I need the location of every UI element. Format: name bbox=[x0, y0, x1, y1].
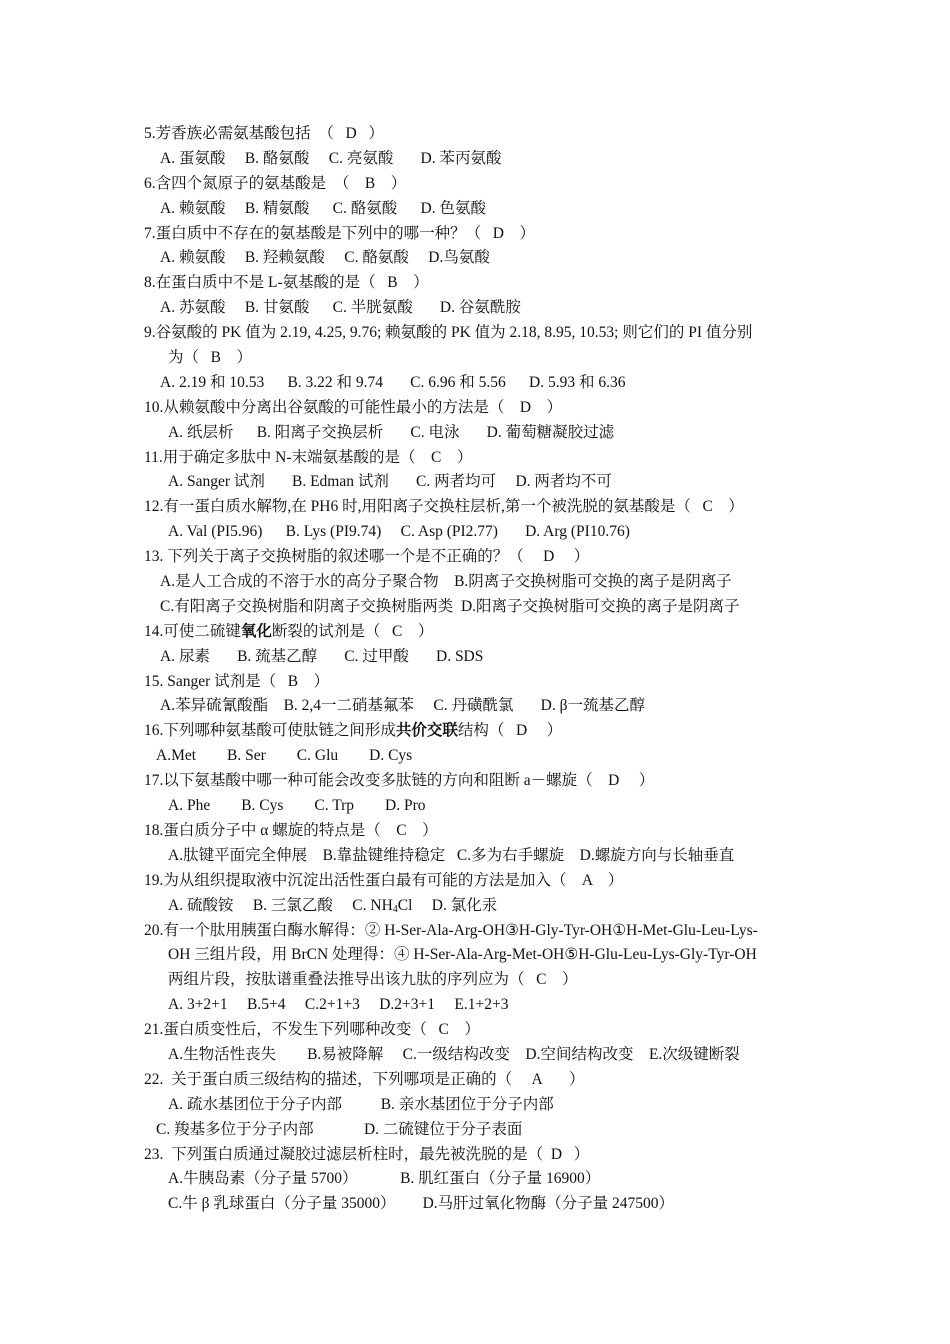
question-14-text-b: 断裂的试剂是（ C ） bbox=[271, 622, 434, 640]
question-12-options: A. Val (PI5.96) B. Lys (PI9.74) C. Asp (PI2.77) D. Arg (PI10.76) bbox=[168, 523, 630, 541]
question-21: 21.蛋白质变性后，不发生下列哪种改变（ C ） bbox=[144, 1021, 480, 1039]
question-9: 9.谷氨酸的 PK 值为 2.19, 4.25, 9.76; 赖氨酸的 PK 值为 2.18, 8.95, 10.53; 则它们的 PI 值分别 bbox=[144, 324, 753, 342]
question-23: 23. 下列蛋白质通过凝胶过滤层析柱时，最先被洗脱的是（ D ） bbox=[144, 1145, 590, 1163]
question-10-options: A. 纸层析 B. 阳离子交换层析 C. 电泳 D. 葡萄糖凝胶过滤 bbox=[168, 423, 615, 441]
question-13: 13. 下列关于离子交换树脂的叙述哪一个是不正确的？（ D ） bbox=[144, 548, 590, 566]
question-7: 7.蛋白质中不存在的氨基酸是下列中的哪一种？（ D ） bbox=[144, 224, 535, 242]
question-18-options: A.肽键平面完全伸展 B.靠盐键维持稳定 C.多为右手螺旋 D.螺旋方向与长轴垂直 bbox=[168, 846, 735, 864]
question-20: 20.有一个肽用胰蛋白酶水解得：② H-Ser-Ala-Arg-OH③H-Gly-Tyr-OH①H-Met-Glu-Leu-Lys- bbox=[144, 921, 758, 939]
question-9-options: A. 2.19 和 10.53 B. 3.22 和 9.74 C. 6.96 和 5.56 D. 5.93 和 6.36 bbox=[160, 373, 626, 391]
question-9-continued: 为（ B ） bbox=[168, 349, 252, 367]
question-16-text-a: 16.下列哪种氨基酸可使肽链之间形成 bbox=[144, 722, 396, 740]
question-20-continued-1: OH 三组片段，用 BrCN 处理得：④ H-Ser-Ala-Arg-Met-OH⑤H-Glu-Leu-Lys-Gly-Tyr-OH bbox=[168, 946, 757, 964]
question-20-continued-2: 两组片段，按肽谱重叠法推导出该九肽的序列应为（ C ） bbox=[168, 971, 578, 989]
question-23-options-cd: C.牛 β 乳球蛋白（分子量 35000） D.马肝过氧化物酶（分子量 247500） bbox=[168, 1195, 675, 1213]
question-8: 8.在蛋白质中不是 L-氨基酸的是（ B ） bbox=[144, 274, 429, 292]
question-13-options-cd: C.有阳离子交换树脂和阴离子交换树脂两类 D.阳离子交换树脂可交换的离子是阴离子 bbox=[160, 597, 740, 615]
question-17-options: A. Phe B. Cys C. Trp D. Pro bbox=[168, 797, 426, 815]
question-8-options: A. 苏氨酸 B. 甘氨酸 C. 半胱氨酸 D. 谷氨酰胺 bbox=[160, 299, 521, 317]
question-19-text-b: Cl D. 氯化汞 bbox=[397, 896, 498, 914]
question-18: 18.蛋白质分子中 α 螺旋的特点是（ C ） bbox=[144, 821, 438, 839]
question-12: 12.有一蛋白质水解物,在 PH6 时,用阳离子交换柱层析,第一个被洗脱的氨基酸是（ C ） bbox=[144, 498, 744, 516]
question-15-options: A.苯异硫氰酸酯 B. 2,4一二硝基氟苯 C. 丹磺酰氯 D. β一巯基乙醇 bbox=[160, 697, 645, 715]
question-14-bold-term: 氧化 bbox=[240, 622, 272, 640]
question-5-options: A. 蛋氨酸 B. 酪氨酸 C. 亮氨酸 D. 苯丙氨酸 bbox=[160, 149, 502, 167]
question-14 bbox=[144, 620, 824, 645]
question-6: 6.含四个氮原子的氨基酸是 （ B ） bbox=[144, 174, 407, 192]
question-11-options: A. Sanger 试剂 B. Edman 试剂 C. 两者均可 D. 两者均不可 bbox=[168, 473, 612, 491]
question-22-options-cd: C. 羧基多位于分子内部 D. 二硫键位于分子表面 bbox=[156, 1120, 523, 1138]
question-19-subscript: 4 bbox=[392, 903, 398, 915]
question-15: 15. Sanger 试剂是（ B ） bbox=[144, 672, 330, 690]
question-19-options bbox=[144, 894, 824, 919]
question-14-text-a: 14.可使二硫键 bbox=[144, 622, 241, 640]
question-21-options: A.生物活性丧失 B.易被降解 C.一级结构改变 D.空间结构改变 E.次级键断裂 bbox=[168, 1045, 740, 1063]
question-10: 10.从赖氨酸中分离出谷氨酸的可能性最小的方法是（ D ） bbox=[144, 398, 563, 416]
question-16 bbox=[144, 719, 824, 744]
question-11: 11.用于确定多肽中 N-末端氨基酸的是（ C ） bbox=[144, 448, 473, 466]
question-16-options: A.Met B. Ser C. Glu D. Cys bbox=[156, 747, 413, 765]
question-5: 5.芳香族必需氨基酸包括 （ D ） bbox=[144, 125, 384, 142]
question-16-bold-term: 共价交联 bbox=[395, 722, 458, 740]
question-7-options: A. 赖氨酸 B. 羟赖氨酸 C. 酪氨酸 D.鸟氨酸 bbox=[160, 249, 490, 267]
question-6-options: A. 赖氨酸 B. 精氨酸 C. 酪氨酸 D. 色氨酸 bbox=[160, 199, 486, 217]
question-17: 17.以下氨基酸中哪一种可能会改变多肽链的方向和阻断 a－螺旋（ D ） bbox=[144, 772, 655, 790]
question-13-options-ab: A.是人工合成的不溶于水的高分子聚合物 B.阴离子交换树脂可交换的离子是阴离子 bbox=[160, 573, 732, 591]
question-22-options-ab: A. 疏水基团位于分子内部 B. 亲水基团位于分子内部 bbox=[168, 1095, 554, 1113]
question-19-text-a: A. 硫酸铵 B. 三氯乙酸 C. NH bbox=[168, 896, 393, 914]
question-16-text-b: 结构（ D ） bbox=[457, 722, 563, 740]
question-22: 22. 关于蛋白质三级结构的描述，下列哪项是正确的（ A ） bbox=[144, 1070, 585, 1088]
question-23-options-ab: A.牛胰岛素（分子量 5700） B. 肌红蛋白（分子量 16900） bbox=[168, 1170, 601, 1188]
question-20-options: A. 3+2+1 B.5+4 C.2+1+3 D.2+3+1 E.1+2+3 bbox=[168, 996, 509, 1014]
question-19: 19.为从组织提取液中沉淀出活性蛋白最有可能的方法是加入（ A ） bbox=[144, 871, 624, 889]
question-14-options: A. 尿素 B. 巯基乙醇 C. 过甲酸 D. SDS bbox=[160, 647, 484, 665]
question-list bbox=[144, 122, 824, 1217]
